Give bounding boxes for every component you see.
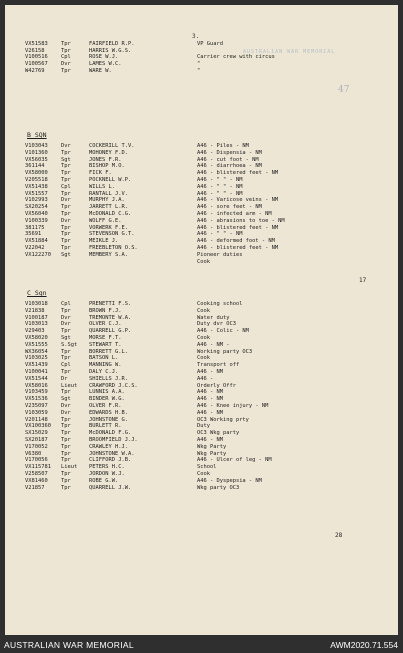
subtotal-c-sqn: 28 xyxy=(335,532,343,539)
service-number: V100567 xyxy=(25,61,48,68)
soldier-name: LAMES W.C. xyxy=(89,61,122,68)
rank: Cpl xyxy=(61,301,71,307)
service-number: V21857 xyxy=(25,484,45,491)
service-number: V235097 xyxy=(25,403,48,409)
rank: Tpr xyxy=(61,231,71,238)
rank: Tpr xyxy=(61,211,71,217)
service-number: V100187 xyxy=(25,314,48,321)
service-number: V100339 xyxy=(25,217,48,224)
soldier-name: CRAWFORD J.C.S. xyxy=(89,382,138,389)
duty-detail: Cook xyxy=(197,258,210,265)
soldier-name: JOHNSTONE W.A. xyxy=(89,450,135,457)
rank: Sgt xyxy=(61,396,71,403)
rank: Tpr xyxy=(61,389,71,396)
service-number: V103059 xyxy=(25,409,48,416)
soldier-name: McDONALD C.G. xyxy=(89,211,132,217)
service-number: VX51557 xyxy=(25,190,48,197)
service-number: V102993 xyxy=(25,197,48,204)
rank: Tpr xyxy=(61,149,71,156)
soldier-name: BINDER W.G. xyxy=(89,396,125,403)
service-number: VX51884 xyxy=(25,238,48,245)
service-number: V103018 xyxy=(25,301,48,307)
soldier-name: FAIRFIELD R.P. xyxy=(89,41,135,47)
duty-detail: A46 - blistered feet - NM xyxy=(197,245,279,251)
rank: Tpr xyxy=(61,177,71,183)
duty-detail: A46 - blistered feet - NM xyxy=(197,170,279,177)
handwritten-mark: 47 xyxy=(338,85,350,95)
service-number: V103043 xyxy=(25,143,48,149)
soldier-name: MORSE F.T. xyxy=(89,335,122,341)
duty-detail: A46 - Ulcer of leg - NM xyxy=(197,457,272,464)
soldier-name: COCKERILL T.V. xyxy=(89,143,135,149)
soldier-name: BURLETT R. xyxy=(89,423,122,430)
duty-detail: A46 - infected arm - NM xyxy=(197,211,272,217)
rank: Cpl xyxy=(61,54,71,61)
soldier-name: PRENETTI F.S. xyxy=(89,301,132,307)
soldier-name: McDONALD F.G. xyxy=(89,430,132,437)
soldier-name: JONES F.R. xyxy=(89,156,122,163)
duty-detail: Pioneer duties xyxy=(197,251,243,258)
service-number: SX20187 xyxy=(25,437,48,443)
rank: Tpr xyxy=(61,437,71,443)
rank: Sgt xyxy=(61,156,71,163)
rank: Tpr xyxy=(61,224,71,231)
rank: Dvr xyxy=(61,143,71,149)
duty-detail: Cook xyxy=(197,355,210,362)
service-number: VX51583 xyxy=(25,41,48,47)
soldier-name: WARE W. xyxy=(89,67,112,74)
duty-detail: A46 - Dispensia - NM xyxy=(197,149,262,156)
service-number: 35691 xyxy=(25,231,42,238)
service-number: 361144 xyxy=(25,163,45,170)
rank: Lieut xyxy=(61,382,78,389)
duty-detail: OC3 Wkg party xyxy=(197,430,240,437)
service-number: VX81460 xyxy=(25,477,48,484)
duty-detail: Water duty xyxy=(197,314,230,321)
rank: Dr xyxy=(61,375,68,382)
service-number: SX15029 xyxy=(25,430,48,437)
soldier-name: SHIELLS J.R. xyxy=(89,375,128,382)
service-number: V170052 xyxy=(25,443,48,450)
service-number: V21838 xyxy=(25,307,45,314)
duty-detail: Orderly Offr xyxy=(197,382,236,389)
soldier-name: HARRIS W.G.S. xyxy=(89,47,132,54)
soldier-name: JARRETT L.R. xyxy=(89,204,128,211)
soldier-name: WILLS L. xyxy=(89,183,115,190)
duty-detail: Cook xyxy=(197,307,210,314)
soldier-name: MEMBERY S.A. xyxy=(89,251,128,258)
soldier-name: FICK F. xyxy=(89,170,112,177)
duty-detail: A46 - NM xyxy=(197,409,223,416)
soldier-name: MANNING W. xyxy=(89,362,122,369)
soldier-name: BATSON L. xyxy=(89,355,119,362)
duty-detail: Duty xyxy=(197,423,210,430)
duty-detail: A46 - Knee injury - NM xyxy=(197,403,269,409)
rank: Dvr xyxy=(61,217,71,224)
soldier-name: ROBE G.W. xyxy=(89,477,119,484)
watermark-stamp: AUSTRALIAN WAR MEMORIAL xyxy=(243,49,336,55)
rank: Tpr xyxy=(61,457,71,464)
service-number: VX51544 xyxy=(25,375,48,382)
service-number: VX115781 xyxy=(25,464,51,471)
rank: Tpr xyxy=(61,328,71,335)
service-number: VX122270 xyxy=(25,251,51,258)
duty-detail: " xyxy=(197,61,201,68)
soldier-name: JOHNSTONE G. xyxy=(89,416,128,423)
soldier-name: TREMONTE W.A. xyxy=(89,314,132,321)
section-heading: C Sqn xyxy=(27,289,47,297)
service-number: VX58000 xyxy=(25,170,48,177)
duty-detail: School xyxy=(197,464,217,471)
soldier-name: OLVER C.J. xyxy=(89,321,122,328)
rank: Tpr xyxy=(61,443,71,450)
rank: Sgt xyxy=(61,335,71,341)
service-number: VX51536 xyxy=(25,396,48,403)
duty-detail: A46 - Piles - NM xyxy=(197,143,249,149)
duty-detail: A46 - NM xyxy=(197,389,223,396)
rank: Tpr xyxy=(61,163,71,170)
duty-detail: Working party OC3 xyxy=(197,348,253,355)
rank: Tpr xyxy=(61,369,71,375)
service-number: VX51439 xyxy=(25,362,48,369)
soldier-name: POCKNELL W.P. xyxy=(89,177,132,183)
soldier-name: FREEBLETON O.S. xyxy=(89,245,138,251)
rank: Tpr xyxy=(61,471,71,477)
rank: Tpr xyxy=(61,307,71,314)
soldier-name: STEVENSON G.T. xyxy=(89,231,135,238)
duty-detail: A46 - " " - NM xyxy=(197,231,243,238)
soldier-name: EDWARDS H.B. xyxy=(89,409,128,416)
service-number: V258507 xyxy=(25,471,48,477)
soldier-name: LUNNIS A.A. xyxy=(89,389,125,396)
duty-detail: A46 - Varicose veins - NM xyxy=(197,197,279,204)
duty-detail: Duty dvr OC3 xyxy=(197,321,236,328)
duty-detail: A46 - Colic - NM xyxy=(197,328,249,335)
duty-detail: A46 - Dyspepsia - NM xyxy=(197,477,262,484)
duty-detail: OC3 Working prty xyxy=(197,416,249,423)
service-number: V205518 xyxy=(25,177,48,183)
rank: Tpr xyxy=(61,41,71,47)
rank: Dvr xyxy=(61,61,71,68)
soldier-name: BORRETT G.L. xyxy=(89,348,128,355)
rank: Dvr xyxy=(61,314,71,321)
footer-accession-number: AWM2020.71.554 xyxy=(330,640,398,650)
service-number: V103459 xyxy=(25,389,48,396)
service-number: SX20254 xyxy=(25,204,48,211)
rank: Lieut xyxy=(61,464,78,471)
duty-detail: Transport off xyxy=(197,362,240,369)
rank: Dvr xyxy=(61,197,71,204)
rank: Cpl xyxy=(61,183,71,190)
service-number: 381175 xyxy=(25,224,45,231)
service-number: V103013 xyxy=(25,321,48,328)
service-number: V29403 xyxy=(25,328,45,335)
rank: Cpl xyxy=(61,362,71,369)
duty-detail: A46 - diarrhoea - NM xyxy=(197,163,262,170)
rank: Sgt xyxy=(61,251,71,258)
rank: Tpr xyxy=(61,67,71,74)
soldier-name: JORDON W.J. xyxy=(89,471,125,477)
rank: Tpr xyxy=(61,423,71,430)
rank: Tpr xyxy=(61,430,71,437)
duty-detail: A46 - deformed foot - NM xyxy=(197,238,275,245)
service-number: V101360 xyxy=(25,149,48,156)
rank: Tpr xyxy=(61,484,71,491)
document-page xyxy=(5,5,398,635)
rank: Tpr xyxy=(61,238,71,245)
soldier-name: MOHONEY F.D. xyxy=(89,149,128,156)
soldier-name: CRAWLEY H.J. xyxy=(89,443,128,450)
duty-detail: A46 - NM xyxy=(197,369,223,375)
duty-detail: Carrier crew with circus xyxy=(197,54,275,61)
soldier-name: STEWART T. xyxy=(89,341,122,348)
service-number: WX36054 xyxy=(25,348,48,355)
rank: Dvr xyxy=(61,321,71,328)
duty-detail: A46 - abrasions to toe - NM xyxy=(197,217,285,224)
rank: Dvr xyxy=(61,409,71,416)
service-number: V201148 xyxy=(25,416,48,423)
service-number: V6380 xyxy=(25,450,42,457)
soldier-name: DALY C.J. xyxy=(89,369,119,375)
duty-detail: A46 - blistered feet - NM xyxy=(197,224,279,231)
rank: Dvr xyxy=(61,403,71,409)
footer-bar xyxy=(0,635,403,653)
soldier-name: BROWN F.J. xyxy=(89,307,122,314)
soldier-name: RANTALL J.V. xyxy=(89,190,128,197)
soldier-name: OLVER F.R. xyxy=(89,403,122,409)
rank: Tpr xyxy=(61,47,71,54)
service-number: V170056 xyxy=(25,457,48,464)
service-number: VX51438 xyxy=(25,183,48,190)
rank: S.Sgt xyxy=(61,341,78,348)
service-number: VX56035 xyxy=(25,156,48,163)
rank: Tpr xyxy=(61,477,71,484)
duty-detail: Wkg Party xyxy=(197,443,227,450)
soldier-name: BISHOP M.O. xyxy=(89,163,125,170)
duty-detail: A46 - sore feet - NM xyxy=(197,204,262,211)
service-number: V100041 xyxy=(25,369,48,375)
soldier-name: WOLFF G.E. xyxy=(89,217,122,224)
duty-detail: A46 - NM xyxy=(197,396,223,403)
soldier-name: VORWERK F.E. xyxy=(89,224,128,231)
service-number: VX51555 xyxy=(25,341,48,348)
rank: Tpr xyxy=(61,245,71,251)
rank: Tpr xyxy=(61,190,71,197)
duty-detail: Cook xyxy=(197,471,210,477)
soldier-name: MURPHY J.A. xyxy=(89,197,125,204)
rank: Tpr xyxy=(61,204,71,211)
soldier-name: QUARRELL J.W. xyxy=(89,484,132,491)
duty-detail: A46 - " " - NM xyxy=(197,183,243,190)
duty-detail: VP Guard xyxy=(197,41,223,47)
footer-institution: AUSTRALIAN WAR MEMORIAL xyxy=(4,640,134,650)
duty-detail: A46 - " " - NM xyxy=(197,190,243,197)
duty-detail: A46 - NM - xyxy=(197,341,230,348)
duty-detail: Cook xyxy=(197,335,210,341)
duty-detail: Cooking school xyxy=(197,301,243,307)
rank: Tpr xyxy=(61,348,71,355)
service-number: VX56040 xyxy=(25,211,48,217)
service-number: V100516 xyxy=(25,54,48,61)
soldier-name: CLIFFORD J.B. xyxy=(89,457,132,464)
service-number: V103025 xyxy=(25,355,48,362)
service-number: VX58020 xyxy=(25,335,48,341)
duty-detail: Wkg party OC3 xyxy=(197,484,240,491)
service-number: VX58016 xyxy=(25,382,48,389)
duty-detail: A46 - NM xyxy=(197,437,223,443)
rank: Tpr xyxy=(61,170,71,177)
section-heading: B SQN xyxy=(27,131,47,139)
rank: Tpr xyxy=(61,416,71,423)
duty-detail: Wkg Party xyxy=(197,450,227,457)
soldier-name: ROSE W.J. xyxy=(89,54,119,61)
duty-detail: A46 - xyxy=(197,375,214,382)
rank: Tpr xyxy=(61,355,71,362)
page-number: 3. xyxy=(192,33,200,40)
duty-detail: A46 - " " - NM xyxy=(197,177,243,183)
service-number: V22042 xyxy=(25,245,45,251)
service-number: VX100360 xyxy=(25,423,51,430)
soldier-name: BROOMFIELD J.J. xyxy=(89,437,138,443)
duty-detail: A46 - cut foot - NM xyxy=(197,156,259,163)
soldier-name: QUARRELL G.P. xyxy=(89,328,132,335)
service-number: V26158 xyxy=(25,47,45,54)
duty-detail: " xyxy=(197,67,201,74)
service-number: W42769 xyxy=(25,67,45,74)
rank: Tpr xyxy=(61,450,71,457)
subtotal-b-sqn: 17 xyxy=(359,277,367,284)
soldier-name: PETERS H.C. xyxy=(89,464,125,471)
soldier-name: MEIKLE J. xyxy=(89,238,119,245)
